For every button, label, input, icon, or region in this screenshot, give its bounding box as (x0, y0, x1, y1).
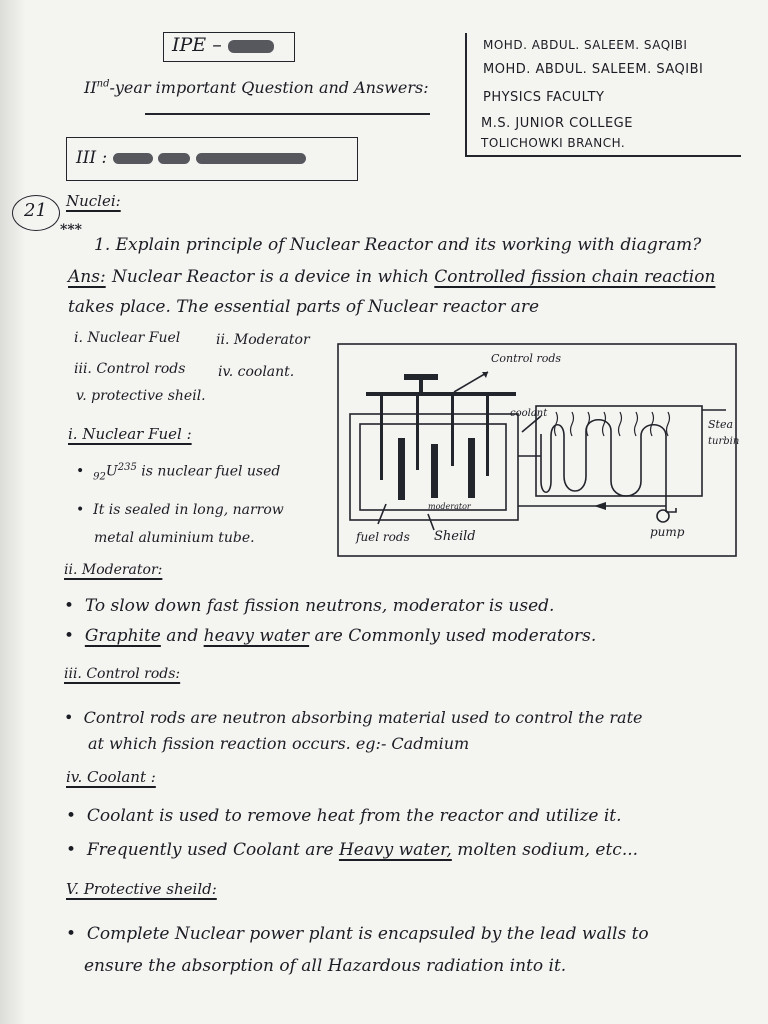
part-2: ii. Moderator (216, 332, 310, 348)
moderator-bullet-1: • To slow down fast fission neutrons, moderator is used. (64, 596, 555, 616)
fuel-rods-pointer (378, 504, 386, 524)
ipe-title: IPE – (172, 34, 274, 56)
page-binding-shadow (0, 0, 26, 1024)
author-line-1: MOHD. ABDUL. SALEEM. SAQIBI (483, 38, 688, 52)
label-moderator: moderator (428, 502, 471, 511)
fuel-rod-3 (468, 438, 475, 498)
part-1: i. Nuclear Fuel (74, 330, 181, 346)
redacted-scribble (113, 153, 153, 164)
label-steam-1: Stea (708, 418, 734, 431)
fuel-heading: i. Nuclear Fuel : (68, 425, 192, 443)
redacted-scribble (196, 153, 306, 164)
redacted-scribble (228, 40, 274, 53)
fuel-rod-1 (398, 438, 405, 500)
answer-line-2: takes place. The essential parts of Nuclear reactor are (68, 297, 540, 317)
reactor-diagram (336, 336, 746, 562)
fuel-bullet-1: • $_{92}U^{235}$ is nuclear fuel used (76, 462, 281, 483)
author-box-bottom (465, 155, 741, 157)
shield-line-2: ensure the absorption of all Hazardous radiation into it. (84, 956, 567, 976)
chapter-number: 21 (24, 200, 47, 221)
flow-arrow (594, 502, 606, 510)
control-rod-3 (451, 396, 454, 466)
shield-heading: V. Protective sheild: (66, 880, 217, 898)
control-rod-crossbar (366, 392, 516, 396)
part-4: iv. coolant. (218, 364, 295, 380)
label-steam-2: turbin (708, 436, 740, 447)
label-shield: Sheild (434, 529, 476, 544)
author-line-5: TOLICHOWKI BRANCH. (481, 136, 626, 150)
fuel-bullet-2-line-1: • It is sealed in long, narrow (76, 502, 284, 518)
moderator-bullet-2: • Graphite and heavy water are Commonly used moderators. (64, 626, 597, 646)
fuel-rod-2 (431, 444, 438, 498)
coolant-bullet-2: • Frequently used Coolant are Heavy water, molten sodium, etc... (66, 840, 639, 860)
author-line-3: PHYSICS FACULTY (483, 90, 605, 105)
label-coolant: coolant (510, 408, 548, 419)
control-rod-4 (486, 396, 489, 476)
chapter-title: Nuclei: (66, 192, 121, 210)
part-5: v. protective sheil. (76, 388, 206, 404)
control-rod-stem (419, 380, 423, 394)
answer-line-1: Nuclear Reactor is a device in which Controlled fission chain reaction (112, 267, 716, 287)
label-pump: pump (650, 525, 685, 539)
control-rods-line-1: • Control rods are neutron absorbing material used to control the rate (64, 708, 643, 727)
control-rods-pointer (454, 372, 488, 392)
subtitle-underline (145, 113, 430, 115)
label-control-rods: Control rods (491, 352, 562, 365)
author-line-2: MOHD. ABDUL. SALEEM. SAQIBI (483, 62, 704, 77)
shield-pointer (428, 514, 434, 530)
control-rod-2 (416, 396, 419, 470)
part-3: iii. Control rods (74, 361, 186, 377)
coolant-heading: iv. Coolant : (66, 768, 156, 786)
control-rods-heading: iii. Control rods: (64, 666, 181, 682)
unit-label: III : (76, 148, 306, 168)
author-box-line (465, 33, 467, 155)
answer-label: Ans: (68, 267, 106, 287)
coolant-bullet-1: • Coolant is used to remove heat from the reactor and utilize it. (66, 806, 622, 826)
label-fuel-rods: fuel rods (356, 530, 410, 544)
heat-exchanger (536, 406, 702, 496)
moderator-heading: ii. Moderator: (64, 562, 163, 578)
redacted-scribble (158, 153, 190, 164)
question-stars: *** (60, 222, 82, 238)
control-rod-head (404, 374, 438, 380)
question-text: 1. Explain principle of Nuclear Reactor and its working with diagram? (94, 235, 702, 255)
control-rods-line-2: at which fission reaction occurs. eg:- Cadmium (88, 734, 470, 753)
coolant-pipe (518, 420, 666, 512)
pump-circle (657, 510, 669, 522)
fuel-bullet-2-line-2: metal aluminium tube. (94, 530, 255, 546)
author-line-4: M.S. JUNIOR COLLEGE (481, 116, 633, 131)
page-subtitle: IInd-year important Question and Answers: (84, 78, 429, 97)
control-rod-1 (380, 396, 383, 480)
steam-squiggles (555, 412, 670, 436)
shield-line-1: • Complete Nuclear power plant is encapsuled by the lead walls to (66, 924, 649, 944)
